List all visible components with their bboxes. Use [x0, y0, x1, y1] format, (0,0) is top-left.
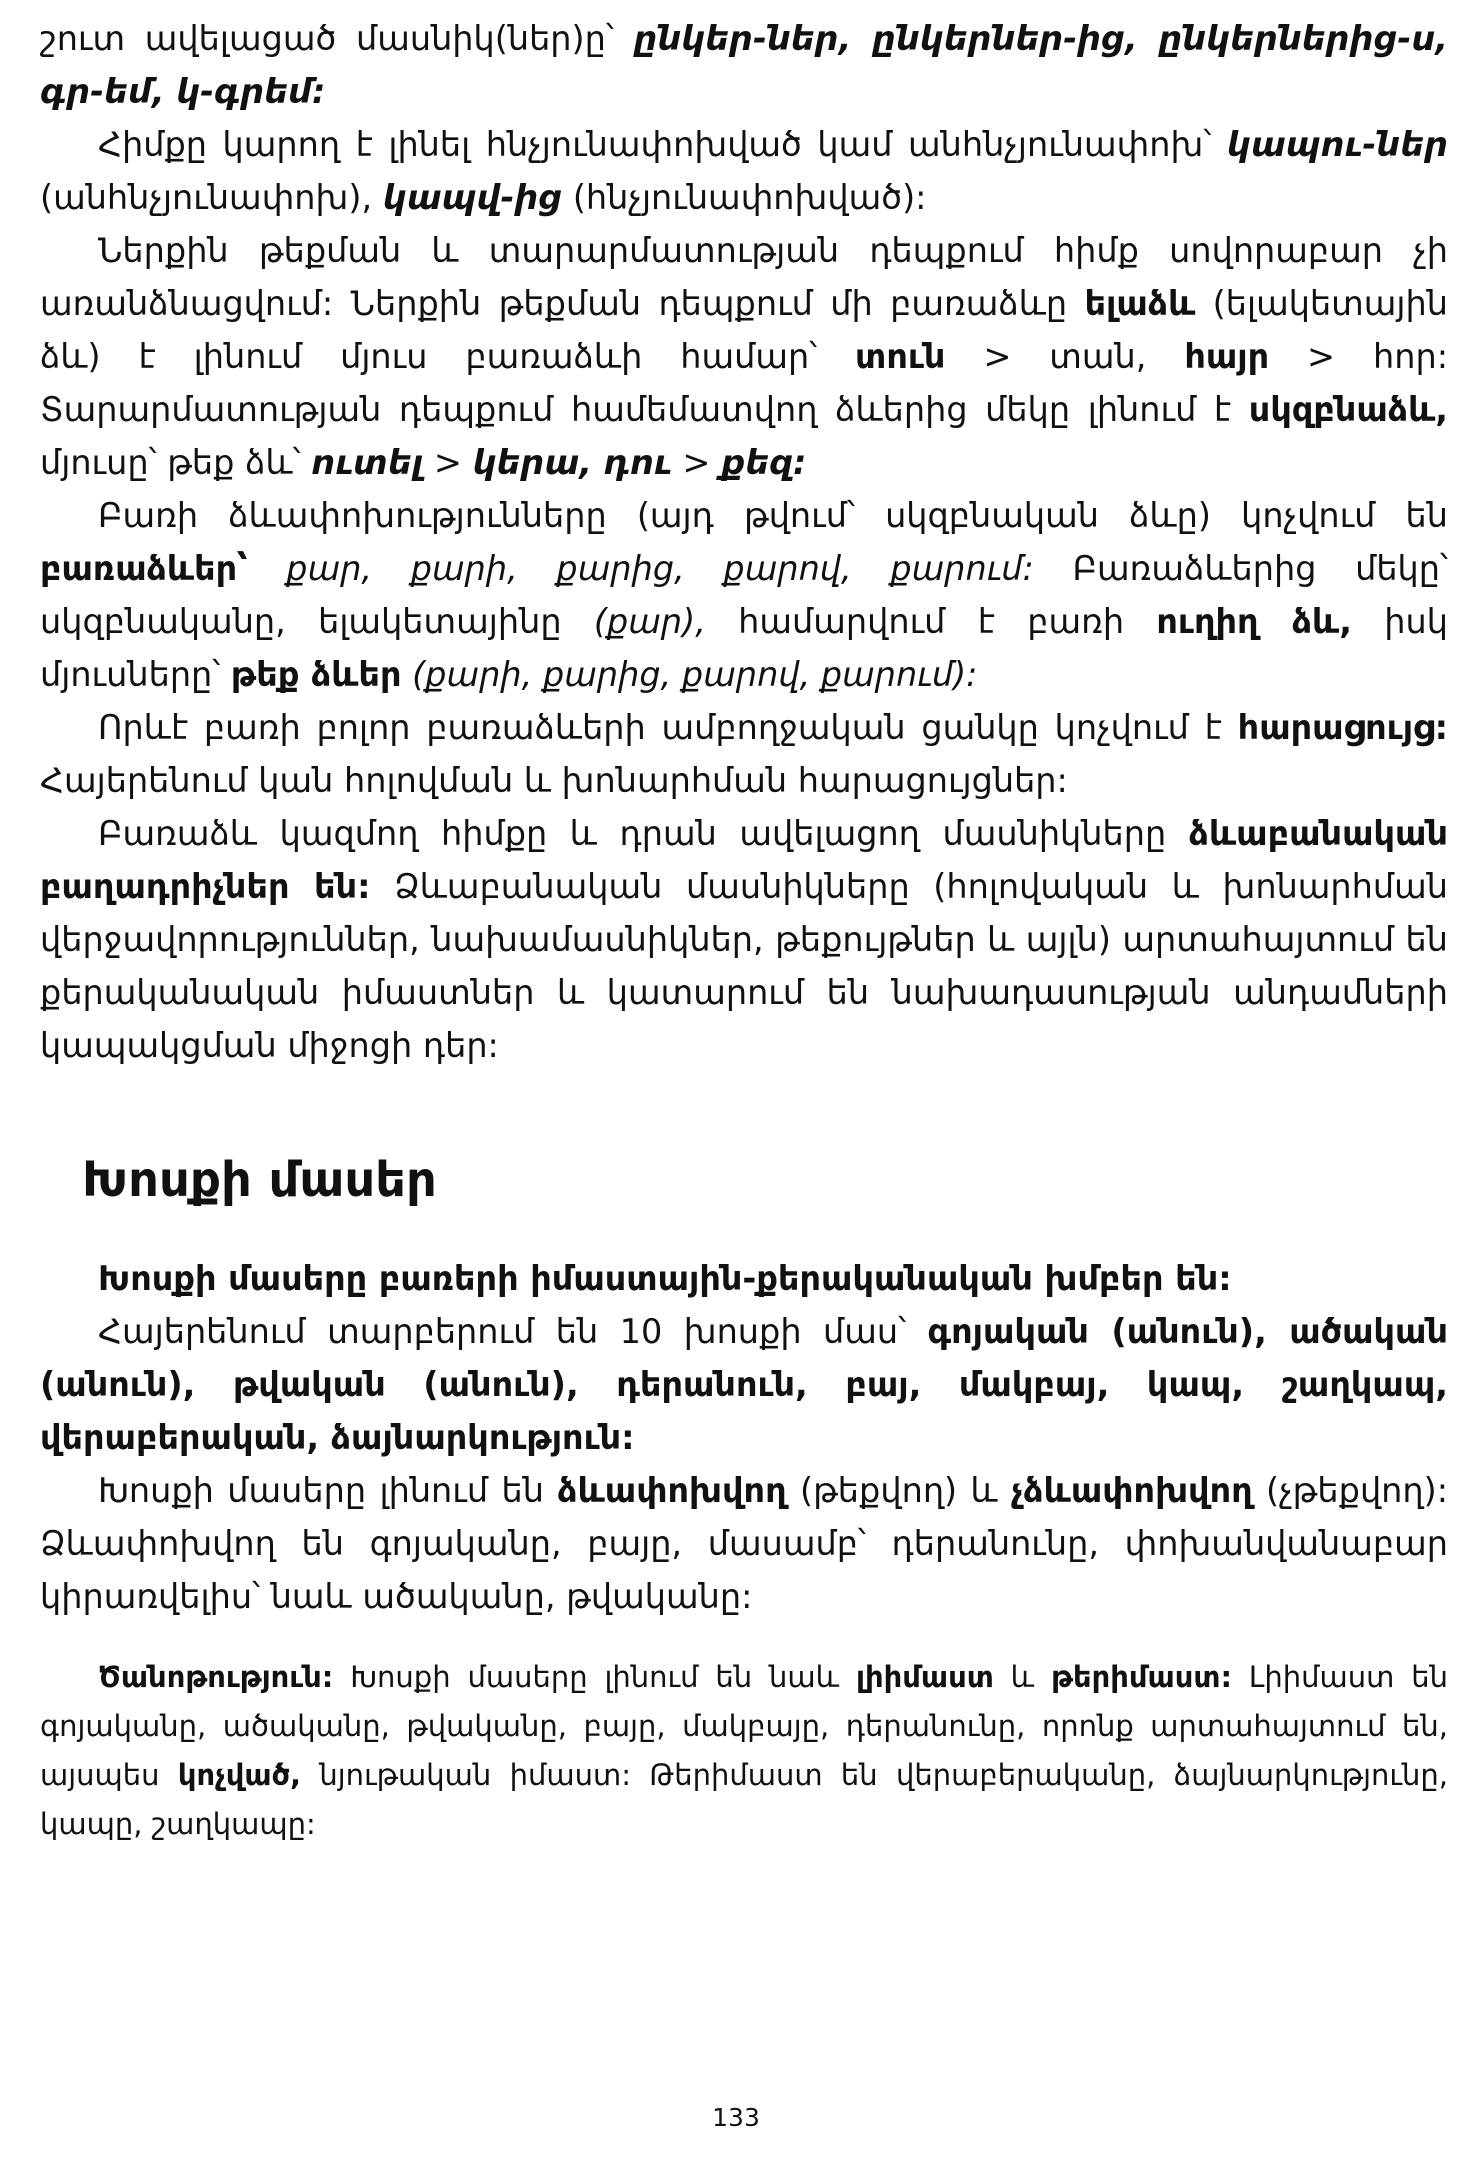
- section-heading: Խոսքի մասեր: [82, 1152, 437, 1208]
- text-run: Որևէ բառի բոլոր բառաձևերի ամբողջական ցանկը կոչվում է: [98, 708, 1238, 747]
- text-run-bold: թերիմաստ:: [1051, 1660, 1233, 1694]
- text-run: Ներքին թեքման և տարարմատության դեպքում հիմք սովորաբար չի առանձնացվում: Ներքին թեքման դեպքում մի բառաձևը: [40, 231, 1448, 323]
- paragraph-6: [40, 807, 1448, 1072]
- text-run-bold-italic: կապվ-ից: [382, 178, 563, 217]
- text-run-bold: տուն: [855, 337, 946, 376]
- text-run: [402, 655, 413, 694]
- text-run: Ձևաբանական մասնիկները (հոլովական և խոնարհման վերջավորություններ, նախամասնիկներ, թեքույթներ և այլն) արտահայտում են քերականական իմաստներ և կատարում են նախադասության անդամների կապակցման միջոցի դեր:: [40, 867, 1448, 1065]
- text-run-bold: լիիմաստ: [855, 1660, 994, 1694]
- page-body: [40, 12, 1448, 1849]
- note-label: Ծանոթություն:: [98, 1660, 334, 1694]
- text-run: > հոր: Տարարմատության դեպքում համեմատվող ձևերից մեկը լինում է: [40, 337, 1448, 429]
- text-run: Հայերենում տարբերում են 10 խոսքի մաս՝: [98, 1312, 928, 1351]
- text-run: (անհնչյունափոխ),: [40, 178, 383, 217]
- text-run-bold-italic: կապու-ներ: [1226, 125, 1448, 164]
- paragraph-4: [40, 489, 1448, 701]
- text-run: Խոսքի մասերը լինում են նաև: [333, 1660, 856, 1694]
- text-run: Բառաձևերից մեկը՝ սկզբնականը, ելակետայինը: [40, 549, 1448, 641]
- text-run-bold: ուղիղ ձև,: [1156, 602, 1352, 641]
- text-run-bold: չձևափոխվող: [1011, 1471, 1253, 1510]
- text-run: մյուսը՝ թեք ձև՝: [40, 443, 312, 482]
- text-run-bold: կոչված,: [177, 1758, 302, 1792]
- text-run-bold: բառաձևեր՝: [40, 549, 248, 588]
- text-run-bold-italic: կերա, դու: [472, 443, 672, 482]
- text-run-bold: սկզբնաձև,: [1248, 390, 1448, 429]
- paragraph-7: [40, 1305, 1448, 1464]
- text-run: Խոսքի մասերը լինում են: [98, 1471, 558, 1510]
- text-run-bold: ձևաբանական բաղադրիչներ են:: [40, 814, 1448, 906]
- text-run: >: [671, 443, 722, 482]
- text-run-italic: քար, քարի, քարից, քարով, քարում:: [286, 549, 1034, 588]
- text-run-bold-italic: քեզ:: [721, 443, 807, 482]
- text-run: Հիմքը կարող է լինել հնչյունափոխված կամ անհնչյունափոխ՝: [98, 125, 1227, 164]
- text-run-bold: հայր: [1184, 337, 1270, 376]
- text-run-bold: ձևափոխվող: [557, 1471, 787, 1510]
- text-run: (չթեքվող): Ձևափոխվող են գոյականը, բայը, մասամբ՝ դերանունը, փոխանվանաբար կիրառվելիս՝ նաև ածականը, թվականը:: [40, 1471, 1449, 1616]
- paragraph-2: [40, 118, 1448, 224]
- text-run: (ելակետային ձև) է լինում մյուս բառաձևի համար՝: [40, 284, 1448, 376]
- text-run-bold-italic: ուտել: [311, 443, 424, 482]
- text-run-italic: (քարի, քարից, քարով, քարում):: [412, 655, 978, 694]
- text-run: (հնչյունափոխված):: [562, 178, 927, 217]
- text-run: Բառաձև կազմող հիմքը և դրան ավելացող մասնիկները: [98, 814, 1189, 853]
- text-run-bold: թեք ձևեր: [230, 655, 402, 694]
- section-lead: Խոսքի մասերը բառերի իմաստային-քերականական խմբեր են:: [98, 1259, 1232, 1298]
- text-run: համարվում է բառի: [705, 602, 1157, 641]
- text-run-bold: ելաձև: [1084, 284, 1196, 323]
- text-run: շուտ ավելացած մասնիկ(ներ)ը՝: [40, 19, 634, 58]
- text-run: (թեքվող) և: [786, 1471, 1012, 1510]
- text-run-bold-italic: ընկեր-ներ, ընկերներ-ից, ընկերներից-ս, գր-եմ, կ-գրեմ:: [40, 19, 1448, 111]
- paragraph-3: [40, 224, 1448, 489]
- text-run: նյութական իմաստ: Թերիմաստ են վերաբերականը, ձայնարկությունը, կապը, շաղկապը:: [40, 1758, 1449, 1841]
- paragraph-8: [40, 1464, 1448, 1623]
- text-run: >: [423, 443, 473, 482]
- note-paragraph: [40, 1653, 1448, 1849]
- text-run: [248, 549, 287, 588]
- text-run: Բառի ձևափոխությունները (այդ թվում՝ սկզբնական ձևը) կոչվում են: [98, 496, 1448, 535]
- page-number: 133: [712, 2103, 760, 2132]
- text-run: > տան,: [945, 337, 1185, 376]
- paragraph-1: [40, 12, 1448, 118]
- paragraph-5: [40, 701, 1448, 807]
- text-run-italic: (քար),: [593, 602, 706, 641]
- text-run: Լիիմաստ են գոյականը, ածականը, թվականը, բայը, մակբայը, դերանունը, որոնք արտահայտում են, այսպես: [40, 1660, 1448, 1792]
- text-run: իսկ մյուսները՝: [40, 602, 1448, 694]
- text-run: և: [993, 1660, 1052, 1694]
- text-run-bold: գոյական (անուն), ածական (անուն), թվական (անուն), դերանուն, բայ, մակբայ, կապ, շաղկապ, վերաբերական, ձայնարկություն:: [40, 1312, 1448, 1457]
- text-run: Հայերենում կան հոլովման և խոնարհման հարացույցներ:: [40, 761, 1068, 800]
- text-run-bold: հարացույց:: [1237, 708, 1448, 747]
